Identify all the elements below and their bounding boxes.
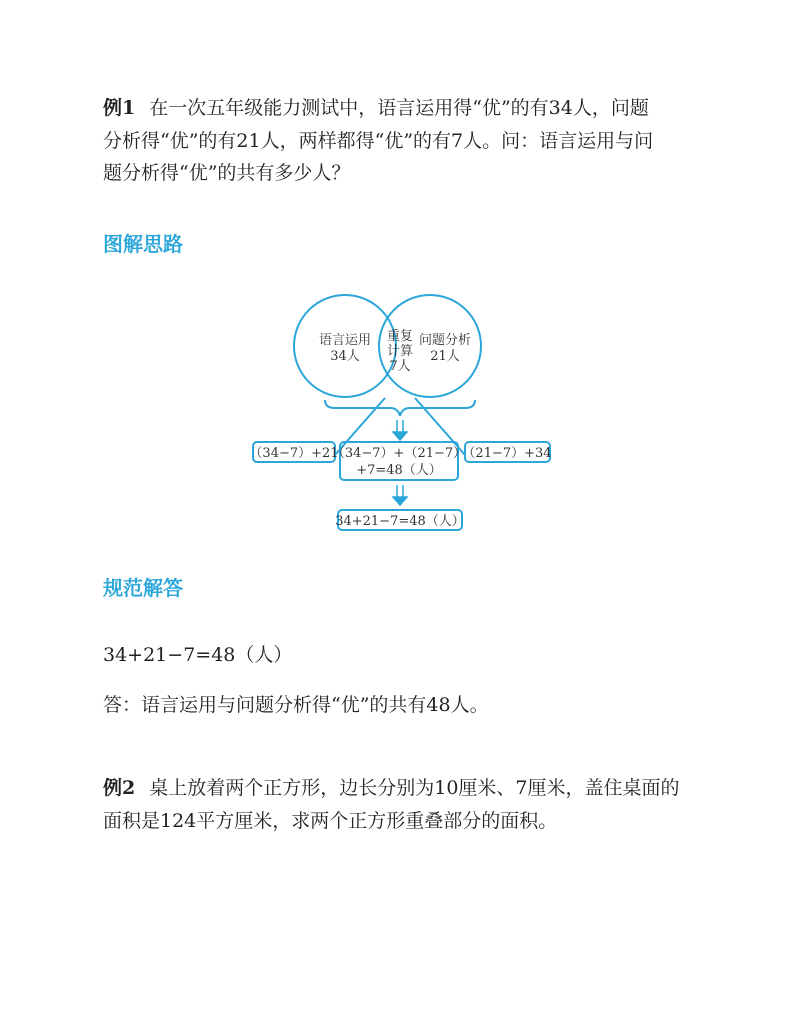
arrow-down-2-icon (393, 497, 407, 505)
brace (325, 400, 475, 416)
box-left-text: （34−7）+21 (249, 446, 339, 461)
overlap-line2: 计算 (386, 344, 414, 359)
overlap-line1: 重复 (386, 329, 414, 344)
example2-line-2: 面积是124平方厘米，求两个正方形重叠部分的面积。 (103, 810, 558, 832)
example1-line-2: 分析得“优”的有21人，两样都得“优”的有7人。问：语言运用与问 (103, 130, 654, 152)
example1-label: 例1 (103, 97, 136, 119)
box-center-text-2: +7=48（人） (356, 463, 442, 478)
venn-diagram (0, 290, 800, 550)
solution-answer: 答：语言运用与问题分析得“优”的共有48人。 (103, 694, 489, 716)
box-center-text-1: （34−7）+（21−7） (331, 446, 467, 461)
right-circle-count: 21人 (430, 349, 460, 364)
section-title-solution: 规范解答 (103, 576, 183, 600)
right-circle-label: 问题分析 (418, 333, 472, 348)
left-circle-count: 34人 (330, 349, 360, 364)
example1-line-1: 例1 在一次五年级能力测试中，语言运用得“优”的有34人，问题 (103, 97, 649, 119)
example2-label: 例2 (103, 777, 136, 799)
overlap-count: 7人 (389, 359, 411, 374)
section-title-diagram: 图解思路 (103, 232, 183, 256)
left-circle-label: 语言运用 (318, 333, 372, 348)
example1-line-3: 题分析得“优”的共有多少人？ (103, 162, 351, 184)
solution-equation: 34+21−7=48（人） (103, 644, 293, 666)
arrow-down-1-icon (393, 432, 407, 440)
example2-line-1: 例2 桌上放着两个正方形，边长分别为10厘米、7厘米，盖住桌面的 (103, 777, 680, 799)
box-right-text: （21−7）+34 (462, 446, 552, 461)
box-bottom-text: 34+21−7=48（人） (335, 514, 465, 529)
